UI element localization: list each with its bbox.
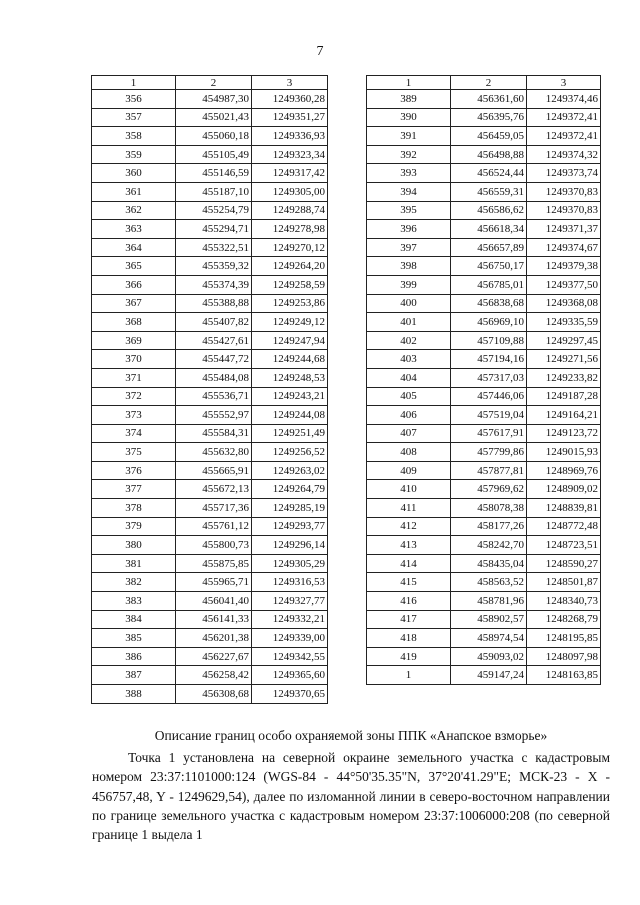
- point-number-cell: 365: [92, 257, 176, 276]
- table-row: [367, 461, 601, 480]
- x-coordinate-cell: 455060,18: [176, 127, 252, 146]
- table-row: [367, 220, 601, 239]
- y-coordinate-cell: 1249342,55: [252, 647, 328, 666]
- table-row: [367, 164, 601, 183]
- x-coordinate-cell: 459093,02: [451, 647, 527, 666]
- x-coordinate-cell: 458781,96: [451, 592, 527, 611]
- point-number-cell: 370: [92, 350, 176, 369]
- x-coordinate-cell: 458078,38: [451, 499, 527, 518]
- y-coordinate-cell: 1249336,93: [252, 127, 328, 146]
- y-coordinate-cell: 1249243,21: [252, 387, 328, 406]
- point-number-cell: 399: [367, 275, 451, 294]
- x-coordinate-cell: 456308,68: [176, 685, 252, 704]
- x-coordinate-cell: 457969,62: [451, 480, 527, 499]
- point-number-cell: 391: [367, 127, 451, 146]
- x-coordinate-cell: 457109,88: [451, 331, 527, 350]
- y-coordinate-cell: 1249317,42: [252, 164, 328, 183]
- x-coordinate-cell: 455761,12: [176, 517, 252, 536]
- point-number-cell: 414: [367, 554, 451, 573]
- x-coordinate-cell: 455388,88: [176, 294, 252, 313]
- table-row: [92, 517, 328, 536]
- y-coordinate-cell: 1249270,12: [252, 238, 328, 257]
- x-coordinate-cell: 456361,60: [451, 90, 527, 109]
- x-coordinate-cell: 455254,79: [176, 201, 252, 220]
- point-number-cell: 410: [367, 480, 451, 499]
- x-coordinate-cell: 457799,86: [451, 443, 527, 462]
- table-row: [92, 573, 328, 592]
- y-coordinate-cell: 1249305,00: [252, 182, 328, 201]
- y-coordinate-cell: 1249305,29: [252, 554, 328, 573]
- table-row: [92, 108, 328, 127]
- y-coordinate-cell: 1249368,08: [527, 294, 601, 313]
- y-coordinate-cell: 1248268,79: [527, 610, 601, 629]
- y-coordinate-cell: 1248163,85: [527, 666, 601, 685]
- table-row: [92, 220, 328, 239]
- x-coordinate-cell: 455294,71: [176, 220, 252, 239]
- y-coordinate-cell: 1249288,74: [252, 201, 328, 220]
- x-coordinate-cell: 457194,16: [451, 350, 527, 369]
- x-coordinate-cell: 454987,30: [176, 90, 252, 109]
- x-coordinate-cell: 457877,81: [451, 461, 527, 480]
- y-coordinate-cell: 1249370,83: [527, 201, 601, 220]
- table-row: [92, 554, 328, 573]
- table-row: [92, 313, 328, 332]
- x-coordinate-cell: 455672,13: [176, 480, 252, 499]
- table-row: [92, 257, 328, 276]
- y-coordinate-cell: 1249263,02: [252, 461, 328, 480]
- point-number-cell: 401: [367, 313, 451, 332]
- y-coordinate-cell: 1248195,85: [527, 629, 601, 648]
- point-number-cell: 411: [367, 499, 451, 518]
- point-number-cell: 404: [367, 368, 451, 387]
- point-number-cell: 378: [92, 499, 176, 518]
- point-number-cell: 408: [367, 443, 451, 462]
- x-coordinate-cell: 456258,42: [176, 666, 252, 685]
- y-coordinate-cell: 1249327,77: [252, 592, 328, 611]
- x-coordinate-cell: 455447,72: [176, 350, 252, 369]
- table-row: [92, 629, 328, 648]
- x-coordinate-cell: 455965,71: [176, 573, 252, 592]
- point-number-cell: 382: [92, 573, 176, 592]
- y-coordinate-cell: 1248501,87: [527, 573, 601, 592]
- point-number-cell: 369: [92, 331, 176, 350]
- y-coordinate-cell: 1249244,08: [252, 406, 328, 425]
- x-coordinate-cell: 458563,52: [451, 573, 527, 592]
- x-coordinate-cell: 456141,33: [176, 610, 252, 629]
- table-row: [92, 424, 328, 443]
- x-coordinate-cell: 455552,97: [176, 406, 252, 425]
- x-coordinate-cell: 456041,40: [176, 592, 252, 611]
- point-number-cell: 407: [367, 424, 451, 443]
- table-row: [92, 610, 328, 629]
- table-row: [92, 480, 328, 499]
- point-number-cell: 406: [367, 406, 451, 425]
- table-row: [92, 685, 328, 704]
- y-coordinate-cell: 1249351,27: [252, 108, 328, 127]
- y-coordinate-cell: 1249015,93: [527, 443, 601, 462]
- y-coordinate-cell: 1249264,20: [252, 257, 328, 276]
- column-header: 2: [451, 76, 527, 90]
- y-coordinate-cell: 1249296,14: [252, 536, 328, 555]
- y-coordinate-cell: 1249233,82: [527, 368, 601, 387]
- table-row: [367, 573, 601, 592]
- y-coordinate-cell: 1249360,28: [252, 90, 328, 109]
- x-coordinate-cell: 457519,04: [451, 406, 527, 425]
- point-number-cell: 398: [367, 257, 451, 276]
- column-header: 1: [367, 76, 451, 90]
- table-row: [367, 629, 601, 648]
- point-number-cell: 381: [92, 554, 176, 573]
- y-coordinate-cell: 1249372,41: [527, 108, 601, 127]
- x-coordinate-cell: 455536,71: [176, 387, 252, 406]
- table-row: [367, 480, 601, 499]
- x-coordinate-cell: 455146,59: [176, 164, 252, 183]
- table-header-row: [367, 76, 601, 90]
- coordinates-table-right: [366, 75, 601, 685]
- x-coordinate-cell: 456785,01: [451, 275, 527, 294]
- point-number-cell: 402: [367, 331, 451, 350]
- table-row: [92, 461, 328, 480]
- y-coordinate-cell: 1249316,53: [252, 573, 328, 592]
- table-row: [367, 275, 601, 294]
- x-coordinate-cell: 455021,43: [176, 108, 252, 127]
- table-row: [92, 387, 328, 406]
- table-row: [367, 90, 601, 109]
- table-row: [367, 350, 601, 369]
- point-number-cell: 380: [92, 536, 176, 555]
- table-row: [367, 554, 601, 573]
- description-text: Точка 1 установлена на северной окраине земельного участка с кадастровым номером 23:37:1101000:124 (WGS-84 - 44°50'35.35"N, 37°20'41.29"E; МСК-23 - X - 456757,48, Y - 1249629,54), далее по изломанной линии в северо-восточном направлении по границе земельного участка с кадастровым номером 23:37:1006000:208 (по северной границе 1 выдела 1: [92, 750, 610, 843]
- point-number-cell: 359: [92, 145, 176, 164]
- x-coordinate-cell: 456838,68: [451, 294, 527, 313]
- x-coordinate-cell: 455359,32: [176, 257, 252, 276]
- y-coordinate-cell: 1249247,94: [252, 331, 328, 350]
- x-coordinate-cell: 457446,06: [451, 387, 527, 406]
- x-coordinate-cell: 456524,44: [451, 164, 527, 183]
- point-number-cell: 377: [92, 480, 176, 499]
- point-number-cell: 379: [92, 517, 176, 536]
- x-coordinate-cell: 456559,31: [451, 182, 527, 201]
- y-coordinate-cell: 1249256,52: [252, 443, 328, 462]
- y-coordinate-cell: 1249332,21: [252, 610, 328, 629]
- y-coordinate-cell: 1248590,27: [527, 554, 601, 573]
- table-row: [92, 127, 328, 146]
- y-coordinate-cell: 1249379,38: [527, 257, 601, 276]
- y-coordinate-cell: 1249372,41: [527, 127, 601, 146]
- x-coordinate-cell: 458435,04: [451, 554, 527, 573]
- y-coordinate-cell: 1249285,19: [252, 499, 328, 518]
- point-number-cell: 1: [367, 666, 451, 685]
- table-row: [367, 443, 601, 462]
- boundary-description: [92, 726, 610, 844]
- point-number-cell: 374: [92, 424, 176, 443]
- x-coordinate-cell: 457617,91: [451, 424, 527, 443]
- point-number-cell: 389: [367, 90, 451, 109]
- x-coordinate-cell: 455665,91: [176, 461, 252, 480]
- table-row: [92, 275, 328, 294]
- table-row: [367, 387, 601, 406]
- y-coordinate-cell: 1249374,67: [527, 238, 601, 257]
- y-coordinate-cell: 1249123,72: [527, 424, 601, 443]
- description-title: Описание границ особо охраняемой зоны ППК «Анапское взморье»: [154, 728, 548, 743]
- x-coordinate-cell: 455875,85: [176, 554, 252, 573]
- x-coordinate-cell: 459147,24: [451, 666, 527, 685]
- table-row: [92, 406, 328, 425]
- y-coordinate-cell: 1248340,73: [527, 592, 601, 611]
- y-coordinate-cell: 1249164,21: [527, 406, 601, 425]
- table-row: [367, 257, 601, 276]
- point-number-cell: 366: [92, 275, 176, 294]
- point-number-cell: 409: [367, 461, 451, 480]
- y-coordinate-cell: 1249293,77: [252, 517, 328, 536]
- y-coordinate-cell: 1249278,98: [252, 220, 328, 239]
- x-coordinate-cell: 458177,26: [451, 517, 527, 536]
- x-coordinate-cell: 455584,31: [176, 424, 252, 443]
- point-number-cell: 400: [367, 294, 451, 313]
- y-coordinate-cell: 1249370,65: [252, 685, 328, 704]
- x-coordinate-cell: 455632,80: [176, 443, 252, 462]
- y-coordinate-cell: 1249251,49: [252, 424, 328, 443]
- point-number-cell: 396: [367, 220, 451, 239]
- y-coordinate-cell: 1248909,02: [527, 480, 601, 499]
- table-row: [367, 368, 601, 387]
- table-row: [92, 536, 328, 555]
- table-row: [92, 350, 328, 369]
- point-number-cell: 386: [92, 647, 176, 666]
- table-row: [92, 294, 328, 313]
- point-number-cell: 417: [367, 610, 451, 629]
- x-coordinate-cell: 456618,34: [451, 220, 527, 239]
- y-coordinate-cell: 1249187,28: [527, 387, 601, 406]
- table-row: [367, 108, 601, 127]
- point-number-cell: 364: [92, 238, 176, 257]
- y-coordinate-cell: 1249373,74: [527, 164, 601, 183]
- point-number-cell: 390: [367, 108, 451, 127]
- table-row: [367, 238, 601, 257]
- table-row: [367, 536, 601, 555]
- y-coordinate-cell: 1249249,12: [252, 313, 328, 332]
- x-coordinate-cell: 458974,54: [451, 629, 527, 648]
- x-coordinate-cell: 455187,10: [176, 182, 252, 201]
- table-row: [92, 238, 328, 257]
- table-row: [92, 443, 328, 462]
- point-number-cell: 392: [367, 145, 451, 164]
- column-header: 3: [252, 76, 328, 90]
- x-coordinate-cell: 455427,61: [176, 331, 252, 350]
- x-coordinate-cell: 456201,38: [176, 629, 252, 648]
- table-row: [367, 294, 601, 313]
- table-row: [367, 424, 601, 443]
- y-coordinate-cell: 1249374,46: [527, 90, 601, 109]
- point-number-cell: 376: [92, 461, 176, 480]
- point-number-cell: 415: [367, 573, 451, 592]
- point-number-cell: 373: [92, 406, 176, 425]
- x-coordinate-cell: 455105,49: [176, 145, 252, 164]
- y-coordinate-cell: 1248969,76: [527, 461, 601, 480]
- x-coordinate-cell: 458902,57: [451, 610, 527, 629]
- table-row: [367, 517, 601, 536]
- point-number-cell: 361: [92, 182, 176, 201]
- point-number-cell: 418: [367, 629, 451, 648]
- point-number-cell: 356: [92, 90, 176, 109]
- point-number-cell: 358: [92, 127, 176, 146]
- y-coordinate-cell: 1248097,98: [527, 647, 601, 666]
- y-coordinate-cell: 1249365,60: [252, 666, 328, 685]
- point-number-cell: 412: [367, 517, 451, 536]
- coordinates-table-left: [91, 75, 328, 704]
- y-coordinate-cell: 1249297,45: [527, 331, 601, 350]
- x-coordinate-cell: 455800,73: [176, 536, 252, 555]
- table-row: [92, 499, 328, 518]
- table-row: [92, 164, 328, 183]
- point-number-cell: 387: [92, 666, 176, 685]
- column-header: 3: [527, 76, 601, 90]
- table-row: [367, 182, 601, 201]
- x-coordinate-cell: 456969,10: [451, 313, 527, 332]
- point-number-cell: 357: [92, 108, 176, 127]
- x-coordinate-cell: 458242,70: [451, 536, 527, 555]
- point-number-cell: 362: [92, 201, 176, 220]
- y-coordinate-cell: 1249258,59: [252, 275, 328, 294]
- y-coordinate-cell: 1249370,83: [527, 182, 601, 201]
- y-coordinate-cell: 1249374,32: [527, 145, 601, 164]
- y-coordinate-cell: 1248839,81: [527, 499, 601, 518]
- y-coordinate-cell: 1249371,37: [527, 220, 601, 239]
- y-coordinate-cell: 1248723,51: [527, 536, 601, 555]
- x-coordinate-cell: 455407,82: [176, 313, 252, 332]
- table-row: [367, 647, 601, 666]
- point-number-cell: 383: [92, 592, 176, 611]
- point-number-cell: 372: [92, 387, 176, 406]
- point-number-cell: 395: [367, 201, 451, 220]
- point-number-cell: 371: [92, 368, 176, 387]
- table-row: [367, 592, 601, 611]
- table-row: [367, 331, 601, 350]
- x-coordinate-cell: 455374,39: [176, 275, 252, 294]
- table-row: [92, 182, 328, 201]
- x-coordinate-cell: 455484,08: [176, 368, 252, 387]
- point-number-cell: 394: [367, 182, 451, 201]
- point-number-cell: 403: [367, 350, 451, 369]
- table-row: [92, 90, 328, 109]
- point-number-cell: 413: [367, 536, 451, 555]
- table-row: [367, 499, 601, 518]
- point-number-cell: 367: [92, 294, 176, 313]
- y-coordinate-cell: 1249335,59: [527, 313, 601, 332]
- y-coordinate-cell: 1249253,86: [252, 294, 328, 313]
- x-coordinate-cell: 456459,05: [451, 127, 527, 146]
- table-row: [367, 666, 601, 685]
- table-row: [367, 610, 601, 629]
- point-number-cell: 360: [92, 164, 176, 183]
- y-coordinate-cell: 1249264,79: [252, 480, 328, 499]
- point-number-cell: 405: [367, 387, 451, 406]
- x-coordinate-cell: 456657,89: [451, 238, 527, 257]
- y-coordinate-cell: 1249271,56: [527, 350, 601, 369]
- point-number-cell: 385: [92, 629, 176, 648]
- point-number-cell: 384: [92, 610, 176, 629]
- point-number-cell: 375: [92, 443, 176, 462]
- table-row: [92, 666, 328, 685]
- table-row: [92, 647, 328, 666]
- x-coordinate-cell: 455717,36: [176, 499, 252, 518]
- table-row: [367, 201, 601, 220]
- point-number-cell: 388: [92, 685, 176, 704]
- point-number-cell: 397: [367, 238, 451, 257]
- y-coordinate-cell: 1249323,34: [252, 145, 328, 164]
- table-row: [92, 368, 328, 387]
- x-coordinate-cell: 455322,51: [176, 238, 252, 257]
- point-number-cell: 419: [367, 647, 451, 666]
- page-number: 7: [316, 44, 324, 59]
- table-row: [92, 331, 328, 350]
- x-coordinate-cell: 456395,76: [451, 108, 527, 127]
- point-number-cell: 363: [92, 220, 176, 239]
- x-coordinate-cell: 457317,03: [451, 368, 527, 387]
- table-row: [367, 313, 601, 332]
- table-header-row: [92, 76, 328, 90]
- x-coordinate-cell: 456750,17: [451, 257, 527, 276]
- y-coordinate-cell: 1249339,00: [252, 629, 328, 648]
- column-header: 2: [176, 76, 252, 90]
- x-coordinate-cell: 456227,67: [176, 647, 252, 666]
- table-row: [92, 201, 328, 220]
- y-coordinate-cell: 1249248,53: [252, 368, 328, 387]
- column-header: 1: [92, 76, 176, 90]
- table-row: [92, 145, 328, 164]
- table-row: [367, 127, 601, 146]
- point-number-cell: 368: [92, 313, 176, 332]
- y-coordinate-cell: 1248772,48: [527, 517, 601, 536]
- table-row: [367, 145, 601, 164]
- table-row: [367, 406, 601, 425]
- point-number-cell: 416: [367, 592, 451, 611]
- x-coordinate-cell: 456586,62: [451, 201, 527, 220]
- point-number-cell: 393: [367, 164, 451, 183]
- table-row: [92, 592, 328, 611]
- x-coordinate-cell: 456498,88: [451, 145, 527, 164]
- y-coordinate-cell: 1249244,68: [252, 350, 328, 369]
- y-coordinate-cell: 1249377,50: [527, 275, 601, 294]
